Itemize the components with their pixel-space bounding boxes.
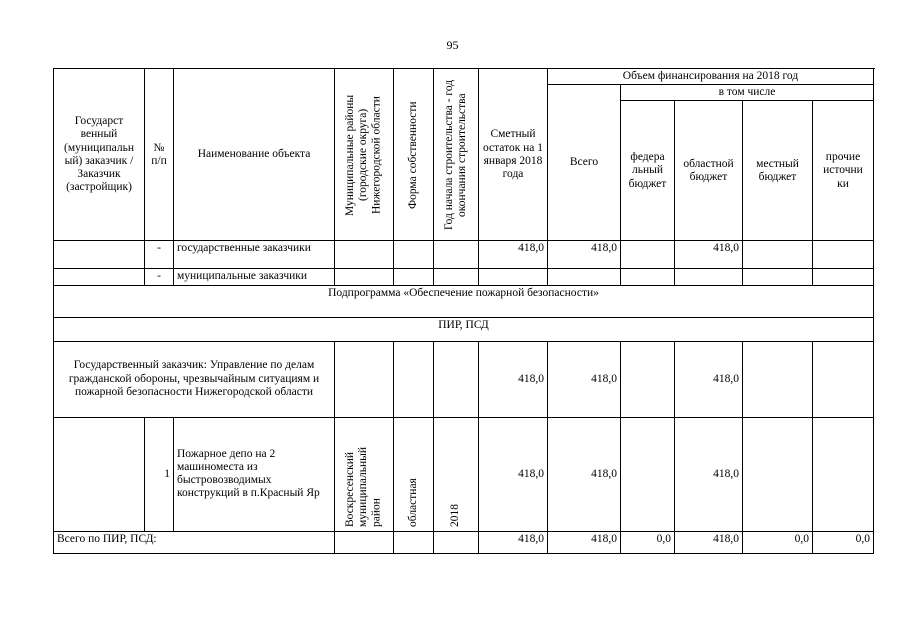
cell-regional: 418,0 [675,417,743,531]
ownership: областная [406,478,419,528]
cell-total: 418,0 [548,341,621,417]
financing-table [53,68,874,554]
header-object-name: Наименование объекта [174,69,335,241]
header-ownership: Форма собственности [406,100,419,209]
section-heading: ПИР, ПСД [54,317,874,341]
header-financing: Объем финансирования на 2018 год [548,69,874,85]
row-state-customers [54,241,874,269]
cell-estimate: 418,0 [479,531,548,553]
row-totals [54,531,874,553]
cell-regional: 418,0 [675,531,743,553]
cell-estimate: 418,0 [479,417,548,531]
header-other: прочие источни ки [813,101,874,241]
cell-estimate: 418,0 [479,241,548,269]
customer-name: Государственный заказчик: Управление по делам гражданской обороны, чрезвычайным ситуациям и пожарной безопасности Нижегородской области [54,341,335,417]
district: Воскресенский муниципальный район [344,447,383,528]
cell-total: 418,0 [548,417,621,531]
row-municipal-customers [54,269,874,285]
header-estimate: Сметный остаток на 1 января 2018 года [479,69,548,241]
header-total: Всего [548,85,621,241]
cell-federal: 0,0 [621,531,675,553]
row-item-1 [54,417,874,531]
totals-label: Всего по ПИР, ПСД: [54,531,335,553]
cell-total: 418,0 [548,241,621,269]
header-including: в том числе [621,85,874,101]
header-local: местный бюджет [743,101,813,241]
row-customer-block [54,341,874,417]
cell-regional: 418,0 [675,341,743,417]
header-districts: Муниципальные районы (городские округа) Нижегородской области [344,94,383,216]
header-customer: Государст венный (муниципальн ый) заказчик / Заказчик (застройщик) [54,69,145,241]
cell-total: 418,0 [548,531,621,553]
header-num: № п/п [145,69,174,241]
row-label: государственные заказчики [174,241,335,269]
item-number: 1 [145,417,174,531]
row-label: муниципальные заказчики [174,269,335,285]
years: 2018 [449,504,462,528]
row-dash: - [145,269,174,285]
page-number: 95 [446,38,459,52]
row-dash: - [145,241,174,269]
object-name: Пожарное депо на 2 машиноместа из быстровозводимых конструкций в п.Красный Яр [174,417,335,531]
subprogram-heading: Подпрограмма «Обеспечение пожарной безопасности» [54,285,874,317]
cell-regional: 418,0 [675,241,743,269]
cell-other: 0,0 [813,531,874,553]
header-years: Год начала строительства - год окончания строительства [442,79,468,230]
cell-estimate: 418,0 [479,341,548,417]
cell-local: 0,0 [743,531,813,553]
header-regional: областной бюджет [675,101,743,241]
header-federal: федера льный бюджет [621,101,675,241]
